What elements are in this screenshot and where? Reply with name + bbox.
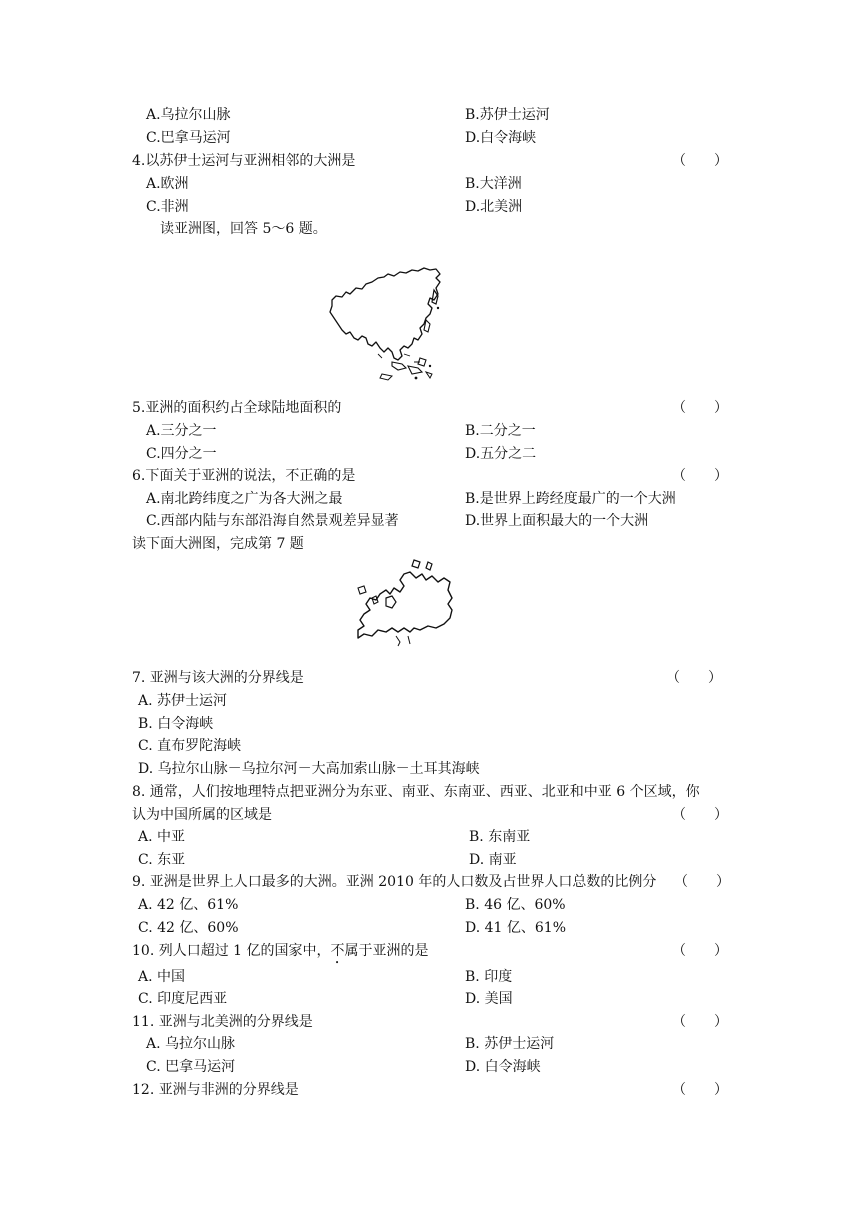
- q6-option-d: D.世界上面积最大的一个大洲: [465, 513, 649, 529]
- q4-option-d: D.北美洲: [465, 199, 523, 215]
- q9-option-d: D. 41 亿、61%: [465, 920, 567, 936]
- q6-option-c: C.西部内陆与东部沿海自然景观差异显著: [146, 513, 399, 529]
- q4-answer-paren: （ ）: [672, 153, 728, 169]
- q9-answer-paren: （ ）: [674, 874, 730, 890]
- q5-option-c: C.四分之一: [146, 446, 217, 462]
- q5-option-a: A.三分之一: [146, 423, 217, 439]
- q8-option-c: C. 东亚: [138, 852, 186, 868]
- q10-answer-paren: （ ）: [672, 943, 728, 959]
- q5-option-b: B.二分之一: [465, 423, 536, 439]
- q6-stem: 6.下面关于亚洲的说法，不正确的是: [132, 468, 356, 484]
- q9-option-a: A. 42 亿、61%: [138, 897, 239, 913]
- q11-option-c: C. 巴拿马运河: [146, 1059, 236, 1075]
- q10-stem-pre: 10. 列人口超过 1 亿的国家中，: [132, 943, 331, 959]
- map2-instruction: 读下面大洲图，完成第 7 题: [132, 536, 304, 552]
- q8-stem-line2: 认为中国所属的区域是: [132, 807, 272, 823]
- q10-option-a: A. 中国: [138, 969, 186, 985]
- q3-option-d: D.白令海峡: [465, 130, 537, 146]
- q4-option-a: A.欧洲: [146, 176, 189, 192]
- q7-option-b: B. 白令海峡: [138, 716, 214, 732]
- q3-option-b: B.苏伊士运河: [465, 107, 550, 123]
- q4-option-c: C.非洲: [146, 199, 189, 215]
- q3-option-c: C.巴拿马运河: [146, 130, 231, 146]
- q5-stem: 5.亚洲的面积约占全球陆地面积的: [132, 400, 342, 416]
- europe-outline-map: [352, 558, 462, 650]
- q4-stem: 4.以苏伊士运河与亚洲相邻的大洲是: [132, 153, 356, 169]
- q8-option-a: A. 中亚: [138, 829, 186, 845]
- q10-option-b: B. 印度: [465, 969, 513, 985]
- q10-stem-emphasis: 不: [330, 943, 345, 959]
- q10-option-d: D. 美国: [465, 991, 513, 1007]
- q7-answer-paren: （ ）: [666, 670, 722, 686]
- asia-outline-map: [322, 262, 452, 384]
- q7-option-d: D. 乌拉尔山脉－乌拉尔河－大高加索山脉－土耳其海峡: [138, 761, 480, 777]
- q3-option-a: A.乌拉尔山脉: [146, 107, 231, 123]
- q11-option-d: D. 白令海峡: [465, 1059, 541, 1075]
- q11-option-a: A. 乌拉尔山脉: [146, 1036, 236, 1052]
- q7-option-c: C. 直布罗陀海峡: [138, 738, 242, 754]
- q9-option-b: B. 46 亿、60%: [465, 897, 566, 913]
- q12-answer-paren: （ ）: [672, 1082, 728, 1098]
- map1-instruction: 读亚洲图，回答 5～6 题。: [160, 221, 327, 237]
- q11-stem: 11. 亚洲与北美洲的分界线是: [132, 1014, 313, 1030]
- q8-option-b: B. 东南亚: [469, 829, 531, 845]
- q7-option-a: A. 苏伊士运河: [138, 693, 228, 709]
- q6-option-a: A.南北跨纬度之广为各大洲之最: [146, 491, 343, 507]
- q9-stem: 9. 亚洲是世界上人口最多的大洲。亚洲 2010 年的人口数及占世界人口总数的比例分: [132, 874, 657, 890]
- q10-option-c: C. 印度尼西亚: [138, 991, 228, 1007]
- q8-option-d: D. 南亚: [469, 852, 517, 868]
- q8-stem-line1: 8. 通常，人们按地理特点把亚洲分为东亚、南亚、东南亚、西亚、北亚和中亚 6 个区域，你: [132, 784, 700, 800]
- q8-answer-paren: （ ）: [672, 807, 728, 823]
- q5-answer-paren: （ ）: [672, 400, 728, 416]
- q10-stem-post: 属于亚洲的是: [344, 943, 429, 959]
- q9-option-c: C. 42 亿、60%: [138, 920, 239, 936]
- q12-stem: 12. 亚洲与非洲的分界线是: [132, 1082, 299, 1098]
- q11-answer-paren: （ ）: [672, 1014, 728, 1030]
- q7-stem: 7. 亚洲与该大洲的分界线是: [132, 670, 304, 686]
- q6-answer-paren: （ ）: [672, 468, 728, 484]
- q11-option-b: B. 苏伊士运河: [465, 1036, 555, 1052]
- q10-stem: [132, 941, 429, 961]
- q5-option-d: D.五分之二: [465, 446, 537, 462]
- q6-option-b: B.是世界上跨经度最广的一个大洲: [465, 491, 676, 507]
- q4-option-b: B.大洋洲: [465, 176, 522, 192]
